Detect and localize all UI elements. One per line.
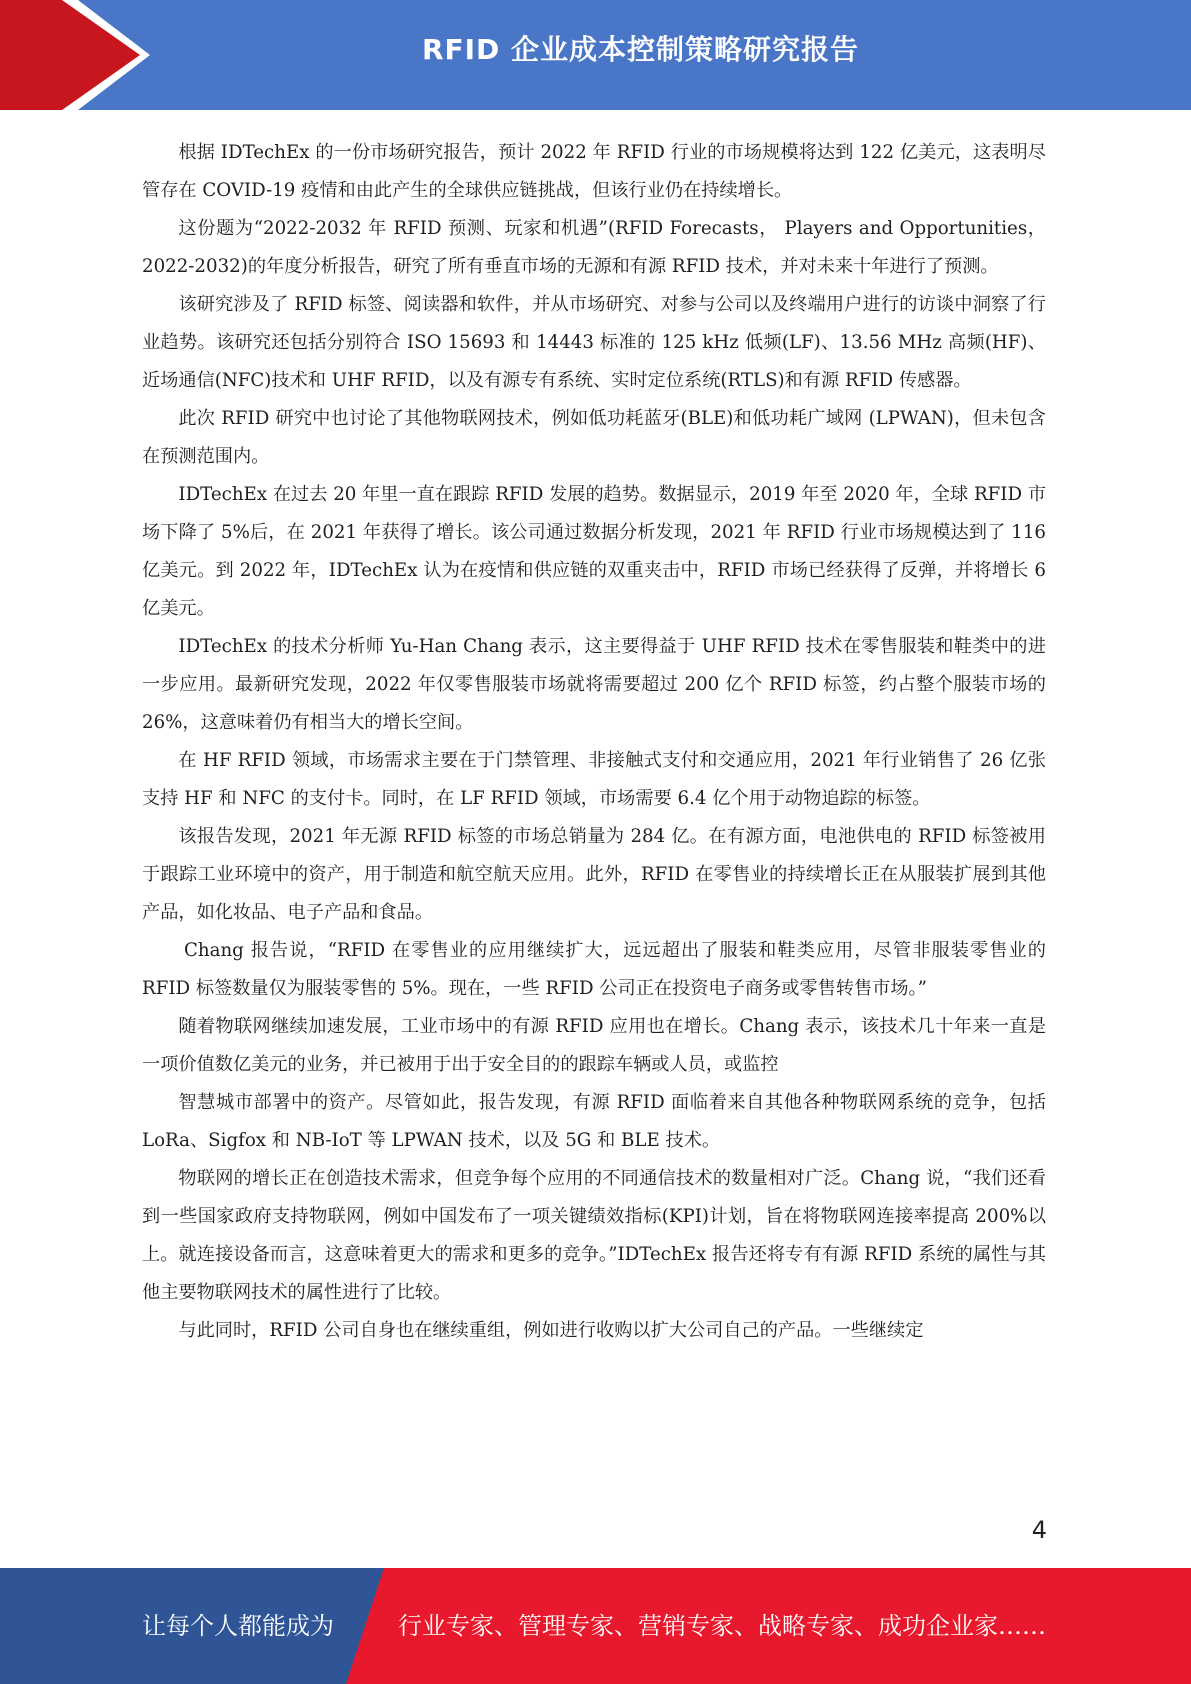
paragraph-4: 此次 RFID 研究中也讨论了其他物联网技术，例如低功耗蓝牙(BLE)和低功耗广域网 (LPWAN)，但未包含在预测范围内。: [142, 408, 1046, 467]
page-footer: [0, 1568, 1191, 1684]
page-header: [0, 0, 1191, 110]
paragraph-3: 该研究涉及了 RFID 标签、阅读器和软件，并从市场研究、对参与公司以及终端用户进行的访谈中洞察了行业趋势。该研究还包括分别符合 ISO 15693 和 14443 标准的 125 kHz 低频(LF)、13.56 MHz 高频(HF)、近场通信(NFC)技术和 UHF RFID，以及有源专有系统、实时定位系统(RTLS)和有源 RFID 传感器。: [142, 294, 1046, 391]
paragraph-10: 随着物联网继续加速发展，工业市场中的有源 RFID 应用也在增长。Chang 表示，该技术几十年来一直是一项价值数亿美元的业务，并已被用于出于安全目的的跟踪车辆或人员，或监控: [142, 1016, 1046, 1075]
article-body: [142, 134, 1046, 1350]
report-title: RFID 企业成本控制策略研究报告: [421, 33, 860, 66]
paragraph-1: 根据 IDTechEx 的一份市场研究报告，预计 2022 年 RFID 行业的市场规模将达到 122 亿美元，这表明尽管存在 COVID-19 疫情和由此产生的全球供应链挑战，但该行业仍在持续增长。: [142, 142, 1046, 201]
paragraph-8: 该报告发现，2021 年无源 RFID 标签的市场总销量为 284 亿。在有源方面，电池供电的 RFID 标签被用于跟踪工业环境中的资产，用于制造和航空航天应用。此外，RFID 在零售业的持续增长正在从服装扩展到其他产品，如化妆品、电子产品和食品。: [142, 826, 1046, 923]
footer-slogan-left: 让每个人都能成为: [142, 1612, 334, 1640]
paragraph-13: 与此同时，RFID 公司自身也在继续重组，例如进行收购以扩大公司自己的产品。一些继续定: [178, 1320, 924, 1341]
paragraph-11: 智慧城市部署中的资产。尽管如此，报告发现，有源 RFID 面临着来自其他各种物联网系统的竞争，包括 LoRa、Sigfox 和 NB-IoT 等 LPWAN 技术，以及 5G 和 BLE 技术。: [142, 1092, 1046, 1151]
paragraph-7: 在 HF RFID 领域，市场需求主要在于门禁管理、非接触式支付和交通应用，2021 年行业销售了 26 亿张支持 HF 和 NFC 的支付卡。同时，在 LF RFID 领域，市场需要 6.4 亿个用于动物追踪的标签。: [142, 750, 1046, 809]
footer-slogan-right: 行业专家、管理专家、营销专家、战略专家、成功企业家……: [398, 1612, 1046, 1640]
paragraph-2: 这份题为“2022-2032 年 RFID 预测、玩家和机遇”(RFID Forecasts， Players and Opportunities， 2022-2032)的年度分析报告，研究了所有垂直市场的无源和有源 RFID 技术，并对未来十年进行了预测。: [142, 218, 1046, 277]
paragraph-6: IDTechEx 的技术分析师 Yu-Han Chang 表示，这主要得益于 UHF RFID 技术在零售服装和鞋类中的进一步应用。最新研究发现，2022 年仅零售服装市场就将需要超过 200 亿个 RFID 标签，约占整个服装市场的 26%，这意味着仍有相当大的增长空间。: [142, 636, 1046, 733]
paragraph-5: IDTechEx 在过去 20 年里一直在跟踪 RFID 发展的趋势。数据显示，2019 年至 2020 年，全球 RFID 市场下降了 5%后，在 2021 年获得了增长。该公司通过数据分析发现，2021 年 RFID 行业市场规模达到了 116 亿美元。到 2022 年，IDTechEx 认为在疫情和供应链的双重夹击中，RFID 市场已经获得了反弹，并将增长 6 亿美元。: [142, 484, 1047, 619]
paragraph-9: Chang 报告说，“RFID 在零售业的应用继续扩大，远远超出了服装和鞋类应用，尽管非服装零售业的 RFID 标签数量仅为服装零售的 5%。现在，一些 RFID 公司正在投资电子商务或零售转售市场。”: [142, 940, 1046, 999]
page-number: 4: [1031, 1516, 1047, 1544]
paragraph-12: 物联网的增长正在创造技术需求，但竞争每个应用的不同通信技术的数量相对广泛。Chang 说，“我们还看到一些国家政府支持物联网，例如中国发布了一项关键绩效指标(KPI)计划，旨在将物联网连接率提高 200%以上。就连接设备而言，这意味着更大的需求和更多的竞争。”IDTechEx 报告还将专有有源 RFID 系统的属性与其他主要物联网技术的属性进行了比较。: [142, 1168, 1046, 1303]
